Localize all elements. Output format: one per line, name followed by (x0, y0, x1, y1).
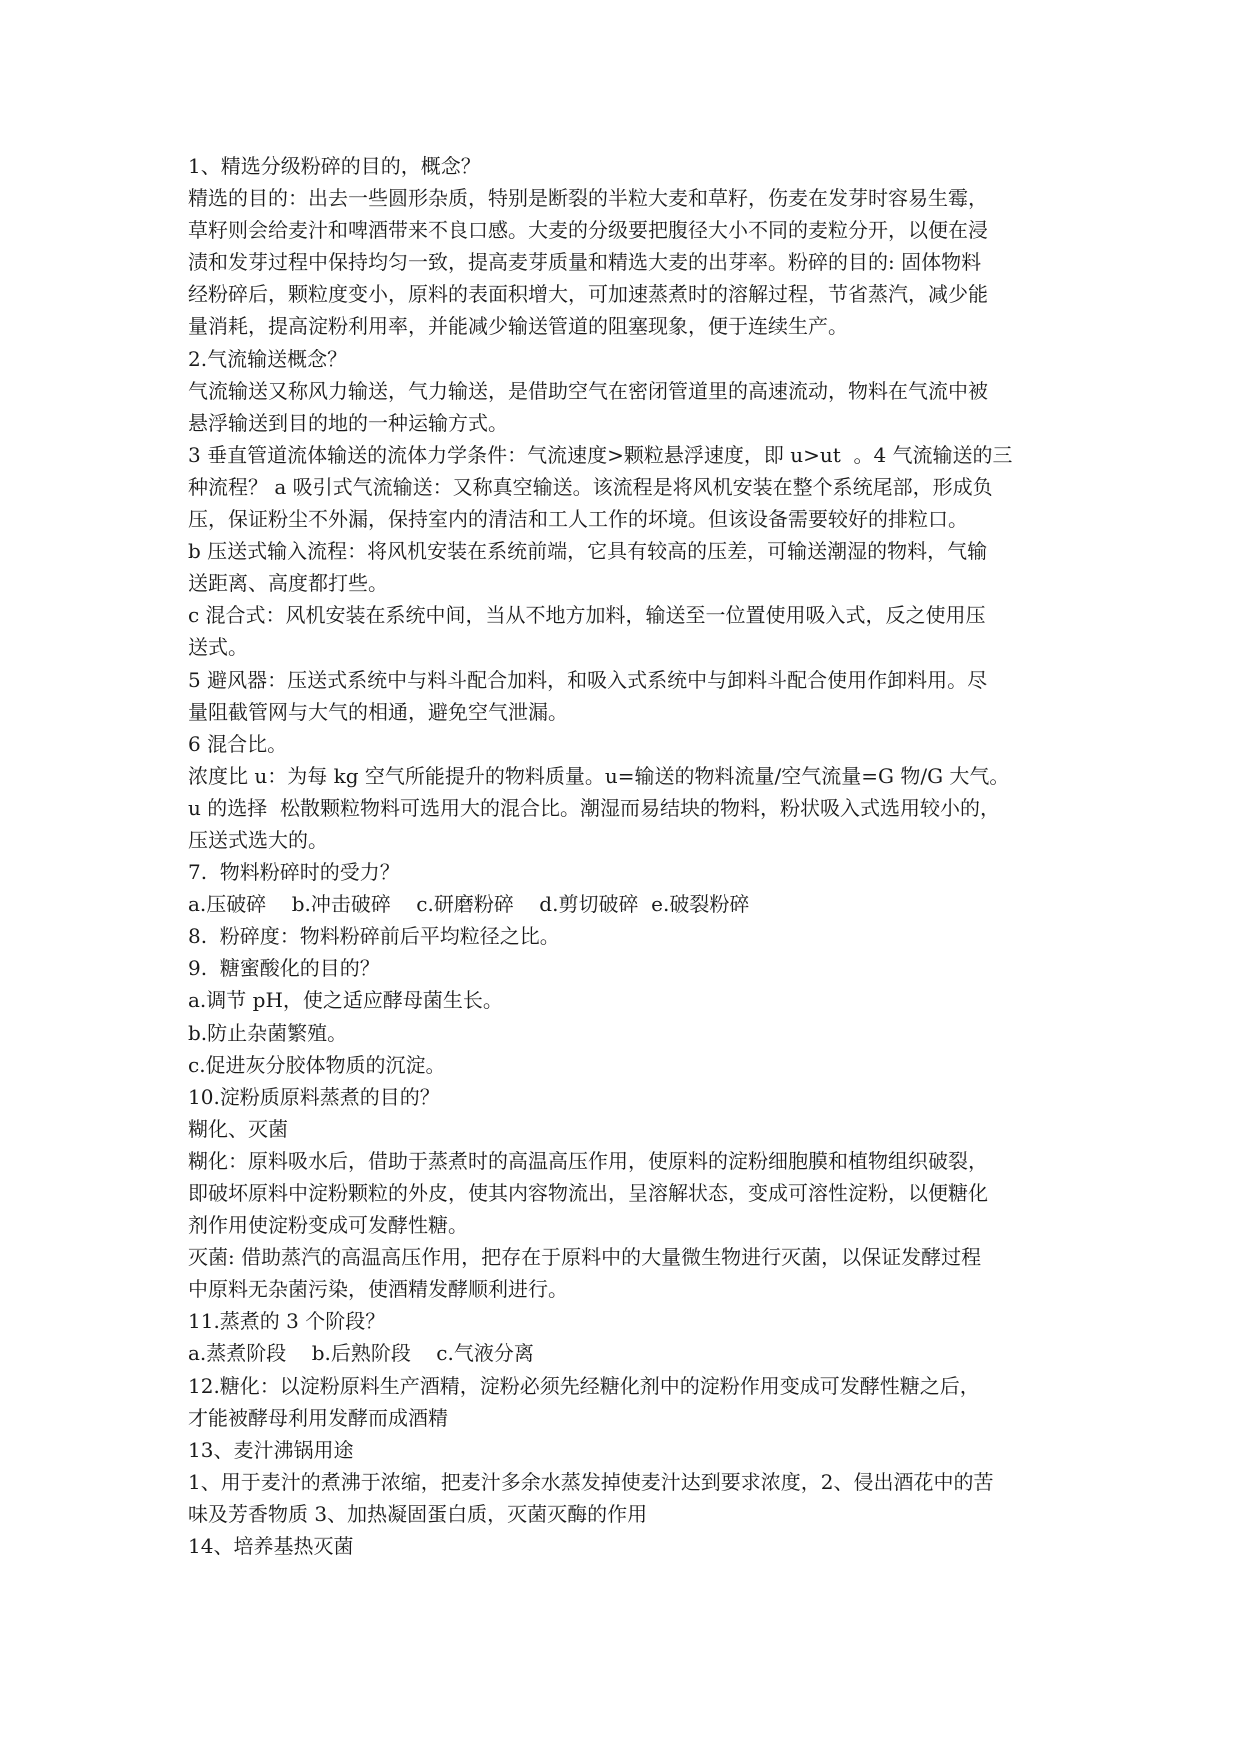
text-line: c.促进灰分胶体物质的沉淀。 (188, 1052, 446, 1077)
text-line: 10.淀粉质原料蒸煮的目的？ (188, 1084, 440, 1109)
text-line: c 混合式：风机安装在系统中间，当从不地方加料，输送至一位置使用吸入式，反之使用压 (188, 603, 986, 628)
text-line: 浓度比 u：为每 kg 空气所能提升的物料质量。u=输送的物料流量/空气流量=G 物/G 大气。 (188, 763, 1010, 788)
text-line: 中原料无杂菌污染，使酒精发酵顺利进行。 (188, 1277, 568, 1302)
text-line: 11.蒸煮的 3 个阶段？ (188, 1309, 386, 1334)
text-line: 1、用于麦汁的煮沸于浓缩，把麦汁多余水蒸发掉使麦汁达到要求浓度，2、侵出酒花中的苦 (188, 1469, 994, 1494)
text-line: 草籽则会给麦汁和啤酒带来不良口感。大麦的分级要把腹径大小不同的麦粒分开，以便在浸 (188, 218, 988, 243)
text-line: 即破坏原料中淀粉颗粒的外皮，使其内容物流出，呈溶解状态，变成可溶性淀粉，以便糖化 (188, 1181, 988, 1205)
text-line: 灭菌: 借助蒸汽的高温高压作用，把存在于原料中的大量微生物进行灭菌，以保证发酵过程 (188, 1245, 982, 1270)
document-body (188, 150, 1058, 1562)
text-line: 6 混合比。 (188, 731, 288, 756)
text-line: b.防止杂菌繁殖。 (188, 1020, 348, 1045)
text-line: 送式。 (188, 635, 248, 660)
text-line: 渍和发芽过程中保持均匀一致，提高麦芽质量和精选大麦的出芽率。粉碎的目的: 固体物料 (188, 250, 982, 275)
text-line: 1、精选分级粉碎的目的，概念？ (188, 154, 481, 178)
text-line: 经粉碎后，颗粒度变小，原料的表面积增大，可加速蒸煮时的溶解过程，节省蒸汽，减少能 (188, 282, 988, 307)
text-line: 量消耗，提高淀粉利用率，并能减少输送管道的阻塞现象，便于连续生产。 (188, 314, 848, 339)
text-line: 糊化：原料吸水后，借助于蒸煮时的高温高压作用，使原料的淀粉细胞膜和植物组织破裂， (188, 1148, 988, 1173)
text-line: 5 避风器：压送式系统中与料斗配合加料，和吸入式系统中与卸料斗配合使用作卸料用。尽 (188, 667, 988, 692)
text-line: 2.气流输送概念？ (188, 346, 348, 371)
text-line: 12.糖化：以淀粉原料生产酒精，淀粉必须先经糖化剂中的淀粉作用变成可发酵性糖之后， (188, 1373, 980, 1398)
text-line: 13、麦汁沸锅用途 (188, 1437, 354, 1462)
text-line: 7. 物料粉碎时的受力？ (188, 860, 400, 885)
text-line: 压，保证粉尘不外漏，保持室内的清洁和工人工作的坏境。但该设备需要较好的排粒口。 (188, 507, 968, 532)
text-line: 精选的目的：出去一些圆形杂质，特别是断裂的半粒大麦和草籽，伤麦在发芽时容易生霉， (188, 186, 988, 211)
text-line: a.压破碎 b.冲击破碎 c.研磨粉碎 d.剪切破碎 e.破裂粉碎 (188, 892, 750, 917)
text-line: 种流程？ a 吸引式气流输送：又称真空输送。该流程是将风机安装在整个系统尾部，形成负 (188, 474, 993, 499)
text-line: 糊化、灭菌 (188, 1116, 288, 1141)
text-line: 3 垂直管道流体输送的流体力学条件：气流速度>颗粒悬浮速度，即 u>ut 。4 气流输送的三 (188, 442, 1013, 467)
text-line: 剂作用使淀粉变成可发酵性糖。 (188, 1213, 468, 1238)
text-line: 才能被酵母利用发酵而成酒精 (188, 1405, 448, 1430)
text-line: u 的选择 松散颗粒物料可选用大的混合比。潮湿而易结块的物料，粉状吸入式选用较小的， (188, 795, 1000, 820)
text-line: 9. 糖蜜酸化的目的？ (188, 956, 380, 981)
text-line: 味及芳香物质 3、加热凝固蛋白质，灭菌灭酶的作用 (188, 1501, 648, 1526)
text-line: 8. 粉碎度：物料粉碎前后平均粒径之比。 (188, 924, 560, 949)
text-line: a.调节 pH，使之适应酵母菌生长。 (188, 988, 503, 1013)
text-line: b 压送式输入流程：将风机安装在系统前端，它具有较高的压差，可输送潮湿的物料，气输 (188, 539, 988, 564)
text-line: 送距离、高度都打些。 (188, 571, 388, 596)
text-line: 14、培养基热灭菌 (188, 1534, 354, 1559)
text-line: 压送式选大的。 (188, 827, 328, 852)
text-line: 悬浮输送到目的地的一种运输方式。 (188, 410, 508, 435)
text-line: a.蒸煮阶段 b.后熟阶段 c.气液分离 (188, 1341, 534, 1366)
text-line: 气流输送又称风力输送，气力输送，是借助空气在密闭管道里的高速流动，物料在气流中被 (188, 378, 988, 403)
text-line: 量阻截管网与大气的相通，避免空气泄漏。 (188, 699, 568, 724)
